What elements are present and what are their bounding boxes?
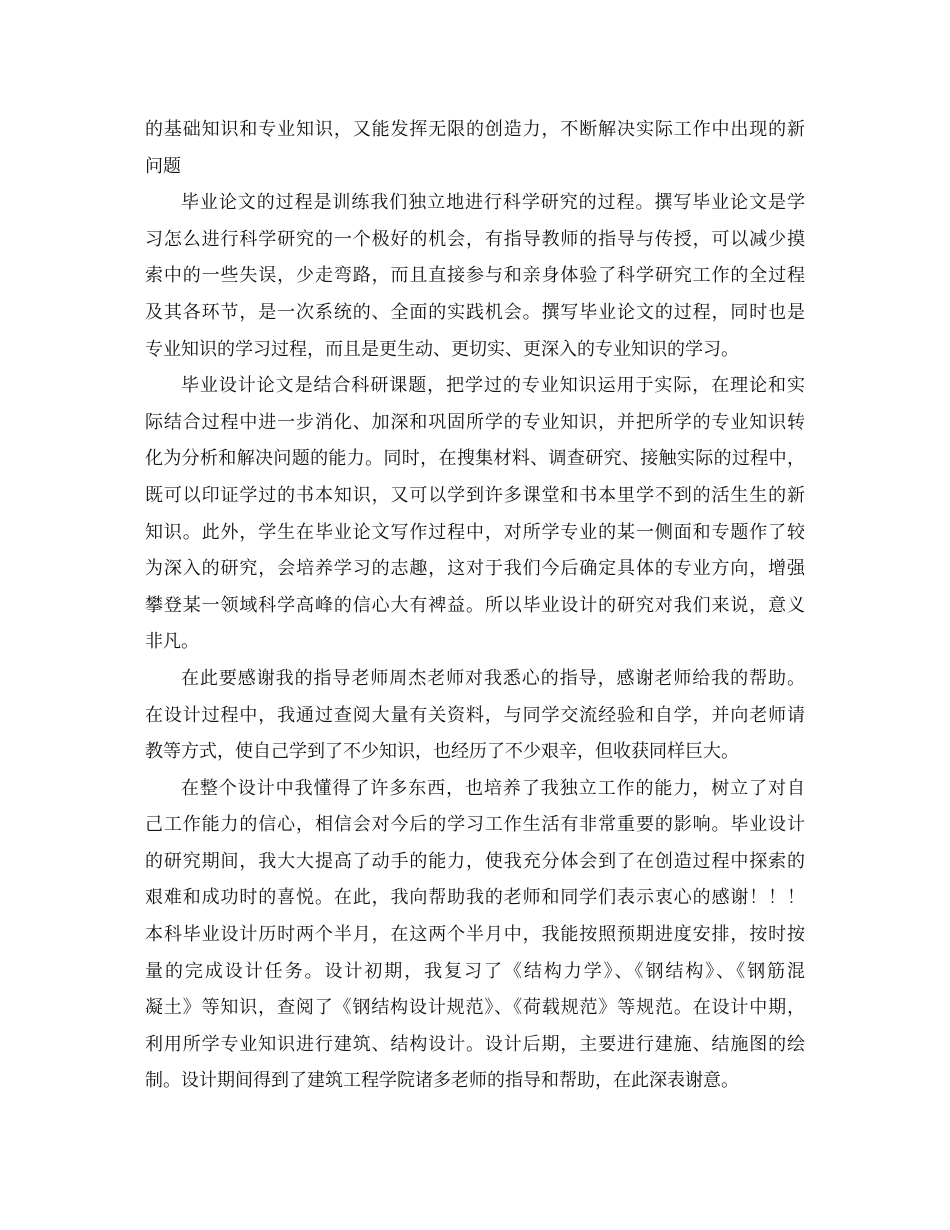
text-line: 专业知识的学习过程，而且是更生动、更切实、更深入的专业知识的学习。 xyxy=(145,338,739,360)
text-line: 化为分析和解决问题的能力。同时，在搜集材料、调查研究、接触实际的过程中， xyxy=(145,448,805,470)
text-line: 制。设计期间得到了建筑工程学院诸多老师的指导和帮助，在此深表谢意。 xyxy=(145,1070,739,1092)
document-body xyxy=(145,112,805,1100)
text-line: 在设计过程中，我通过查阅大量有关资料，与同学交流经验和自学，并向老师请 xyxy=(145,704,805,726)
text-line: 在整个设计中我懂得了许多东西，也培养了我独立工作的能力，树立了对自 xyxy=(181,777,805,799)
text-line: 既可以印证学过的书本知识，又可以学到许多课堂和书本里学不到的活生生的新 xyxy=(145,484,805,506)
text-line: 凝土》等知识，查阅了《钢结构设计规范》、《荷载规范》等规范。在设计中期， xyxy=(145,997,805,1019)
text-line: 量的完成设计任务。设计初期，我复习了《结构力学》、《钢结构》、《钢筋混 xyxy=(145,960,805,982)
text-line: 攀登某一领域科学高峰的信心大有裨益。所以毕业设计的研究对我们来说，意义 xyxy=(145,594,805,616)
text-line: 艰难和成功时的喜悦。在此，我向帮助我的老师和同学们表示衷心的感谢！！！ xyxy=(145,887,805,909)
text-line: 毕业设计论文是结合科研课题，把学过的专业知识运用于实际，在理论和实 xyxy=(181,375,805,397)
text-line: 己工作能力的信心，相信会对今后的学习工作生活有非常重要的影响。毕业设计 xyxy=(145,814,805,836)
text-line: 为深入的研究，会培养学习的志趣，这对于我们今后确定具体的专业方向，增强 xyxy=(145,558,805,580)
text-line: 毕业论文的过程是训练我们独立地进行科学研究的过程。撰写毕业论文是学 xyxy=(181,192,805,214)
text-line: 习怎么进行科学研究的一个极好的机会，有指导教师的指导与传授，可以减少摸 xyxy=(145,228,805,250)
text-line: 问题 xyxy=(145,155,181,177)
text-line: 在此要感谢我的指导老师周杰老师对我悉心的指导，感谢老师给我的帮助。 xyxy=(181,667,805,689)
text-line: 利用所学专业知识进行建筑、结构设计。设计后期，主要进行建施、结施图的绘 xyxy=(145,1033,805,1055)
text-line: 的研究期间，我大大提高了动手的能力，使我充分体会到了在创造过程中探索的 xyxy=(145,850,805,872)
text-line: 索中的一些失误，少走弯路，而且直接参与和亲身体验了科学研究工作的全过程 xyxy=(145,265,805,287)
text-line: 教等方式，使自己学到了不少知识，也经历了不少艰辛，但收获同样巨大。 xyxy=(145,741,739,763)
text-line: 本科毕业设计历时两个半月，在这两个半月中，我能按照预期进度安排，按时按 xyxy=(145,924,805,946)
text-line: 非凡。 xyxy=(145,631,199,653)
text-line: 及其各环节，是一次系统的、全面的实践机会。撰写毕业论文的过程，同时也是 xyxy=(145,301,805,323)
text-line: 的基础知识和专业知识，又能发挥无限的创造力，不断解决实际工作中出现的新 xyxy=(145,119,805,140)
text-line: 知识。此外，学生在毕业论文写作过程中，对所学专业的某一侧面和专题作了较 xyxy=(145,521,805,543)
text-line: 际结合过程中进一步消化、加深和巩固所学的专业知识，并把所学的专业知识转 xyxy=(145,411,805,433)
